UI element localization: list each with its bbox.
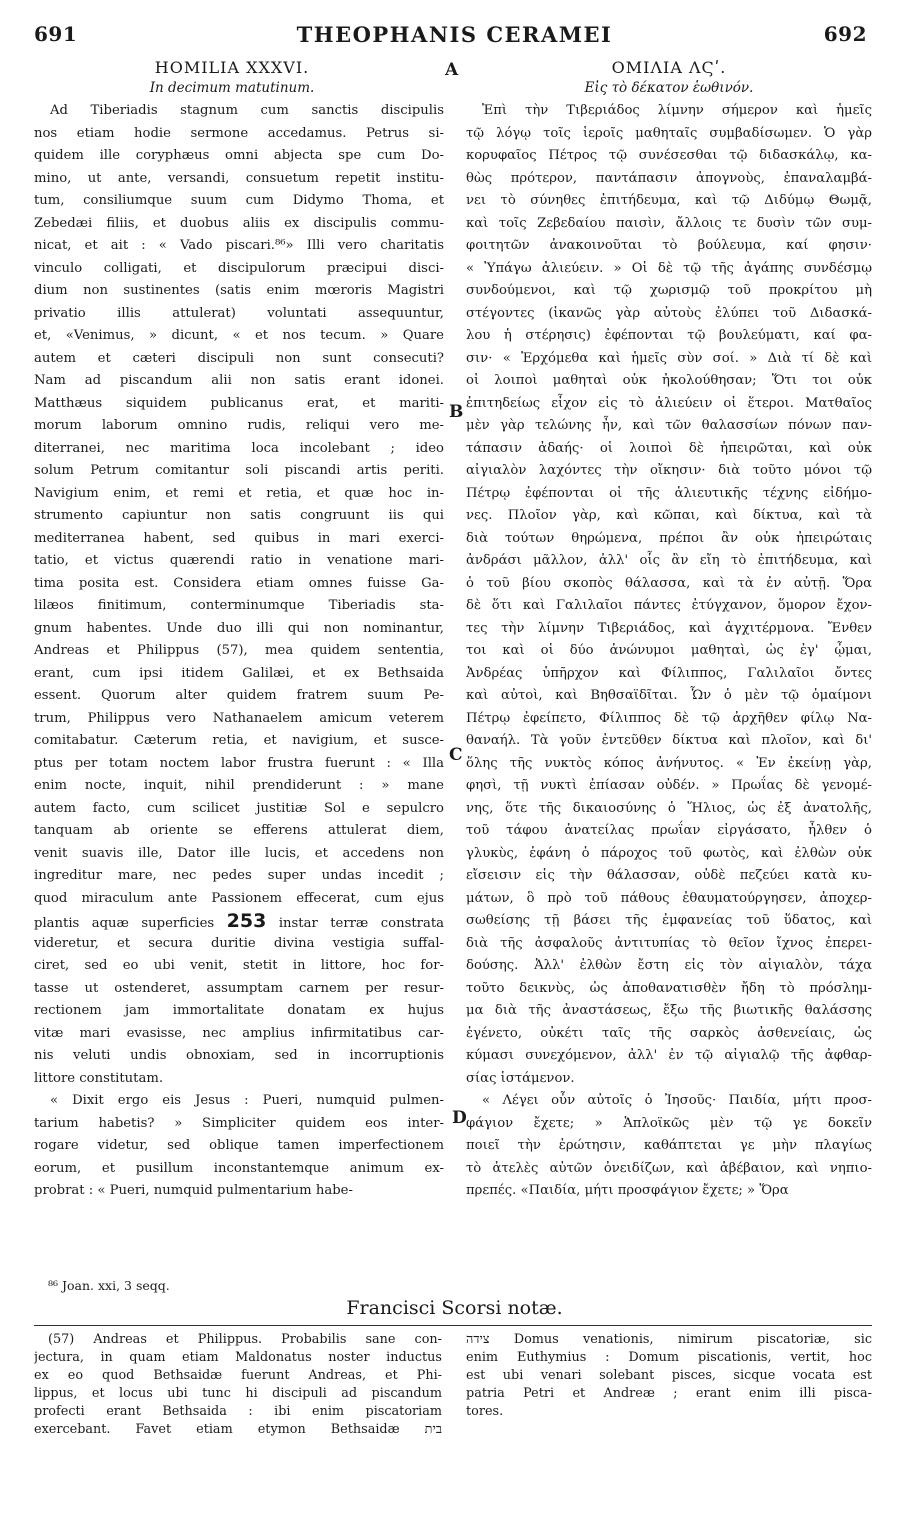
- latin-text-line: autem et cæteri discipuli non sunt consecuti?: [34, 350, 444, 366]
- note-text-line: (57) Andreas et Philippus. Probabilis sane con-: [48, 1332, 442, 1347]
- latin-text-line: rogare videtur, sed oblique tamen imperfectionem: [34, 1138, 444, 1153]
- greek-text-line: τοι καὶ οἱ δύο ἀνώνυμοι μαθηταὶ, ὡς ἐγ' ᾦμαι,: [466, 643, 872, 658]
- latin-text-line: lilæos finitimum, conterminumque Tiberiadis sta-: [34, 598, 444, 613]
- latin-text-line: littore constitutam.: [34, 1070, 164, 1086]
- greek-text-line: θαναήλ. Τὰ γοῦν ἐντεῦθεν δίκτυα καὶ πλοῖον, καὶ δι': [466, 733, 872, 748]
- latin-text-line: tarium habetis? » Simpliciter quidem eos inter-: [34, 1115, 444, 1131]
- latin-text-line: « Dixit ergo eis Jesus : Pueri, numquid pulmen-: [50, 1093, 444, 1108]
- latin-text-line: probrat : « Pueri, numquid pulmentarium habe-: [34, 1183, 353, 1198]
- note-text-line: צידה Domus venationis, nimirum piscatoriæ, sic: [466, 1332, 872, 1347]
- greek-text-line: Πέτρῳ ἐφέπονται οἱ τῆς ἁλιευτικῆς τέχνης εἰδήμο-: [466, 485, 872, 501]
- latin-text-line: essent. Quorum alter quidem fratrem suum Pe-: [34, 688, 444, 703]
- greek-text-line: σιν· « Ἐρχόμεθα καὶ ἡμεῖς σὺν σοί. » Διὰ τί δὲ καὶ: [466, 350, 872, 366]
- greek-text-line: κύμασι συνεχόμενον, ἀλλ' ἐν τῷ αἰγιαλῷ τῆς ἀφθαρ-: [466, 1048, 872, 1063]
- latin-text-line: tum, consiliumque suum cum Didymo Thoma, et: [34, 193, 444, 208]
- note-text-line: profecti erant Bethsaida : ibi enim piscatoriam: [34, 1404, 442, 1419]
- greek-text-line: λου ἡ στέρησις) ἐφέπονται τῷ βουλεύματι, καί φα-: [466, 328, 872, 343]
- greek-text-column: [466, 100, 872, 1203]
- latin-text-line: Ad Tiberiadis stagnum cum sanctis discipulis: [50, 103, 444, 118]
- greek-text-line: αἰγιαλὸν λαχόντες τὴν οἴκησιν· διὰ τοῦτο μόνοι τῷ: [466, 463, 872, 478]
- greek-text-line: ἐγένετο, οὐκέτι ταῖς τῆς σαρκὸς ἀσθενείαις, ὡς: [466, 1025, 872, 1041]
- latin-text-line: dium non sustinentes (satis enim mœroris Magistri: [34, 283, 444, 298]
- latin-text-line: autem facto, cum scilicet justitiæ Sol e sepulcro: [34, 800, 444, 816]
- greek-text-line: φησὶ, τῇ νυκτὶ ἐπίασαν οὐδέν. » Πρωΐας δὲ γενομέ-: [466, 778, 872, 793]
- latin-text-line: morum laborum omnino rudis, reliqui vero me-: [34, 418, 444, 433]
- greek-text-line: νης, ὅτε τῆς δικαιοσύνης ὁ Ἥλιος, ὡς ἐξ ἀνατολῆς,: [466, 800, 872, 816]
- greek-text-line: σωθείσης τῇ βάσει τῆς ἐμφανείας τοῦ ὕδατος, καὶ: [466, 913, 872, 928]
- latin-text-line: ptus per totam noctem labor frustra fuerunt : « Illa: [34, 755, 444, 771]
- latin-text-line: nis veluti undis obnoxiam, sed in incorruptionis: [34, 1048, 444, 1063]
- note-text-line: enim Euthymius : Domum piscationis, vertit, hoc: [466, 1350, 872, 1365]
- latin-text-line: nos etiam hodie sermone accedamus. Petrus si-: [34, 125, 444, 141]
- greek-text-line: δὲ ὅτι καὶ Γαλιλαῖοι πάντες ἐτύγχανον, ὅμορον ἔχον-: [466, 598, 872, 613]
- latin-text-line: Nam ad piscandum alii non satis erant idonei.: [34, 373, 444, 388]
- latin-text-line: [34, 910, 444, 933]
- greek-text-line: ἐπιτηδείως εἶχον εἰς τὸ ἁλιεύειν οἱ ἕτεροι. Ματθαῖος: [466, 395, 872, 411]
- greek-text-line: διὰ τούτων θηρώμενα, πρέποι ἂν οὐκ ἠπειρώταις: [466, 530, 872, 546]
- greek-homily-title: ΟΜΙΛΙΑ ΛϚʹ.: [611, 58, 727, 77]
- greek-text-line: τοῦτο δεικνὺς, ὡς ἀποθανατισθὲν ἤδη τὸ πρόσλημ-: [466, 980, 872, 996]
- latin-text-line: eorum, et pusillum inconstantemque animum ex-: [34, 1160, 444, 1176]
- latin-text-line: quidem ille coryphæus omni abjecta spe cum Do-: [34, 148, 444, 163]
- greek-text-line: εἴσεισιν εἰς τὴν θάλασσαν, οὐδὲ πεζεύει κατὰ κυ-: [466, 868, 872, 883]
- note-text-line: est ubi venari solebant pisces, sicque vocata est: [466, 1368, 872, 1383]
- margin-letter-d: D: [452, 1108, 467, 1128]
- greek-text-line: νει τὸ σύνηθες ἐπιτήδευμα, καὶ τῷ Διδύμῳ Θωμᾷ,: [466, 193, 872, 208]
- greek-text-line: τῷ λόγῳ τοῖς ἱεροῖς μαθηταῖς συμβαδίσωμεν. Ὁ γὰρ: [466, 125, 872, 141]
- latin-text-line: tanquam ab oriente se efferens attulerat diem,: [34, 823, 444, 838]
- margin-letter-a: A: [445, 60, 459, 80]
- latin-text-line: erant, cum ipsi itidem Galilæi, et ex Bethsaida: [34, 665, 444, 681]
- greek-homily-subtitle: Εἰς τὸ δέκατον ἑωθινόν.: [584, 80, 754, 96]
- margin-letter-c: C: [449, 745, 463, 765]
- latin-text-line: vitæ mari evasisse, nec amplius infirmitatibus car-: [34, 1025, 444, 1041]
- greek-text-line: συνδούμενοι, καὶ τῷ χωρισμῷ τοῦ προκρίτου μὴ: [466, 283, 872, 298]
- greek-text-line: ὁ τοῦ βίου σκοπὸς θάλασσα, καὶ τὰ ἐν αὐτῇ. Ὅρα: [466, 575, 872, 591]
- margin-letter-b: B: [449, 402, 464, 422]
- latin-text-line: mediterranea habent, sed quibus in mari exerci-: [34, 530, 444, 546]
- greek-text-line: ἀνδράσι μᾶλλον, ἀλλ' οἷς ἂν εἴη τὸ ἐπιτήδευμα, καὶ: [466, 553, 872, 568]
- latin-text-line: rectionem jam immortalitate donatam ex hujus: [34, 1003, 444, 1018]
- greek-text-line: ὅλης τῆς νυκτὸς κόπος ἀνήνυτος. « Ἐν ἐκείνῃ γὰρ,: [466, 755, 872, 771]
- latin-text-line: strumento capiuntur non satis congruunt iis qui: [34, 508, 444, 523]
- greek-text-line: φοιτητῶν ἀνακοινοῦται τὸ βούλευμα, καί φησιν·: [466, 238, 872, 253]
- greek-text-line: Πέτρῳ ἐφείπετο, Φίλιππος δὲ τῷ ἀρχῆθεν φίλῳ Να-: [466, 710, 872, 726]
- latin-text-line: solum Petrum comitantur soli piscandi artis periti.: [34, 463, 444, 478]
- greek-text-line: νες. Πλοῖον γὰρ, καὶ κῶπαι, καὶ δίκτυα, καὶ τὰ: [466, 508, 872, 523]
- latin-text-line: vinculo colligati, et discipulorum præcipui disci-: [34, 260, 444, 276]
- greek-text-line: « Λέγει οὖν αὐτοῖς ὁ Ἰησοῦς· Παιδία, μήτι προσ-: [482, 1093, 872, 1108]
- latin-text-segment: plantis aquæ superficies: [34, 916, 215, 931]
- running-title: THEOPHANIS CERAMEI: [296, 22, 613, 47]
- greek-text-line: φάγιον ἔχετε; » Ἁπλοϊκῶς μὲν τῷ γε δοκεῖν: [466, 1115, 872, 1131]
- latin-text-line: mino, ut ante, versandi, consuetum repetit institu-: [34, 170, 444, 186]
- note-text-line: exercebant. Favet etiam etymon Bethsaidæ בית: [34, 1422, 442, 1437]
- note-text-line: tores.: [466, 1404, 504, 1419]
- greek-text-line: τες τὴν λίμνην Τιβεριάδος, καὶ ἀγχιτέρμονα. Ἔνθεν: [466, 620, 872, 636]
- latin-text-line: Zebedæi filiis, et duobus aliis ex discipulis commu-: [34, 215, 444, 231]
- latin-text-line: gnum habentes. Unde duo illi qui non nominantur,: [34, 620, 444, 636]
- greek-text-line: ποιεῖ τὴν ἐρώτησιν, καθάπτεται γε μὴν πλαγίως: [466, 1138, 872, 1153]
- greek-text-line: τάπασιν ἀδαής· οἱ λοιποὶ δὲ ἠπειρῶται, καὶ οὐκ: [466, 440, 872, 456]
- note-text-line: ex eo quod Bethsaidæ fuerunt Andreas, et Phi-: [34, 1368, 442, 1383]
- greek-text-line: δούσης. Ἀλλ' ἐλθὼν ἔστη εἰς τὸν αἰγιαλὸν, τάχα: [466, 958, 872, 973]
- notes-left-column: [34, 1331, 442, 1439]
- latin-text-line: venit suavis ille, Dator ille lucis, et accedens non: [34, 845, 444, 861]
- latin-text-line: nicat, et ait : « Vado piscari.⁸⁶» Illi vero charitatis: [34, 238, 444, 253]
- latin-text-line: tasse ut ostenderet, assumptam carnem per resur-: [34, 980, 444, 996]
- greek-text-line: στέγοντες (ἱκανῶς γὰρ αὐτοὺς ἐλύπει τοῦ Διδασκά-: [466, 305, 872, 321]
- latin-text-line: ingreditur mare, nec pedes super undas incedit ;: [34, 868, 444, 883]
- notes-divider: [34, 1325, 872, 1326]
- greek-text-line: Ἐπὶ τὴν Τιβεριάδος λίμνην σήμερον καὶ ἡμεῖς: [482, 103, 872, 118]
- note-text-line: jectura, in quam etiam Maldonatus noster inductus: [34, 1350, 442, 1365]
- greek-text-line: κορυφαῖος Πέτρος τῷ συνέσεσθαι τῷ διδασκάλῳ, κα-: [466, 148, 872, 163]
- page-marker: 253: [226, 910, 267, 932]
- latin-homily-subtitle: In decimum matutinum.: [149, 80, 315, 96]
- latin-text-column: [34, 100, 444, 1203]
- greek-text-line: μὲν γὰρ τελώνης ἦν, καὶ τῶν θαλασσίων πόνων παν-: [466, 418, 872, 433]
- latin-text-line: tima posita est. Considera etiam omnes fuisse Ga-: [34, 575, 444, 591]
- latin-text-line: videretur, et secura duritie divina vestigia suffal-: [34, 935, 444, 951]
- page-number-right: 692: [823, 22, 867, 46]
- latin-text-line: Andreas et Philippus (57), mea quidem sententia,: [34, 643, 444, 658]
- latin-text-line: quod miraculum ante Passionem effecerat, cum ejus: [34, 890, 444, 906]
- latin-text-line: et, «Venimus, » dicunt, « et nos tecum. » Quare: [34, 328, 444, 343]
- greek-text-line: οἱ λοιποὶ μαθηταὶ οὐκ ἠκολούθησαν; Ὅτι τοι οὐκ: [466, 373, 872, 388]
- greek-text-line: τοῦ τάφου ἀνατείλας πρωΐαν εἰργάσατο, ἦλθεν ὁ: [466, 823, 872, 838]
- page-number-left: 691: [34, 22, 78, 46]
- greek-text-line: καὶ τοῖς Ζεβεδαίου παισὶν, ἄλλοις τε δυσὶν τῶν συμ-: [466, 215, 872, 231]
- latin-text-segment: instar terræ constrata: [278, 916, 444, 931]
- latin-text-line: Navigium enim, et remi et retia, et quæ hoc in-: [34, 485, 444, 501]
- greek-text-line: « Ὑπάγω ἁλιεύειν. » Οἱ δὲ τῷ τῆς ἀγάπης συνδέσμῳ: [466, 260, 872, 276]
- greek-text-line: πρεπές. «Παιδία, μήτι προσφάγιον ἔχετε; » Ὅρα: [466, 1183, 789, 1198]
- greek-text-line: μα διὰ τῆς ἀναστάσεως, ἔξω τῆς βιωτικῆς θαλάσσης: [466, 1003, 872, 1018]
- note-text-line: lippus, et locus ubi tunc hi discipuli ad piscandum: [34, 1386, 442, 1401]
- latin-text-line: comitabatur. Cæterum retia, et navigium, et susce-: [34, 733, 444, 748]
- notes-heading: Francisci Scorsi notæ.: [346, 1297, 563, 1319]
- greek-text-line: θὼς πρότερον, παντάπασιν ἀπογνοὺς, ἐπαναλαμβά-: [466, 170, 872, 186]
- notes-right-column: [466, 1331, 872, 1421]
- latin-text-line: tatio, et victus quærendi ratio in venatione mari-: [34, 553, 444, 568]
- latin-text-line: Matthæus siquidem publicanus erat, et mariti-: [34, 395, 444, 411]
- latin-text-line: diterranei, nec maritima loca incolebant ; ideo: [34, 440, 444, 456]
- greek-text-line: μάτων, ὃ πρὸ τοῦ πάθους ἐθαυματούργησεν, ἀποχερ-: [466, 890, 872, 906]
- latin-text-line: ciret, sed eo ubi venit, stetit in littore, hoc for-: [34, 958, 444, 973]
- latin-text-line: privatio illis attulerat) voluntati assequuntur,: [34, 305, 444, 321]
- greek-text-line: τὸ ἀτελὲς αὐτῶν ὀνειδίζων, καὶ ἀβέβαιον, καὶ νηπιο-: [466, 1160, 872, 1176]
- latin-homily-title: HOMILIA XXXVI.: [154, 58, 310, 77]
- footnote: ⁸⁶ Joan. xxi, 3 seqq.: [48, 1278, 170, 1293]
- greek-text-line: σίας ἱστάμενον.: [466, 1070, 575, 1086]
- note-text-line: patria Petri et Andreæ ; erant enim illi pisca-: [466, 1386, 872, 1401]
- greek-text-line: γλυκὺς, ἐφάνη ὁ πάροχος τοῦ φωτὸς, καὶ ἐλθὼν οὐκ: [466, 845, 872, 861]
- latin-text-line: enim nocte, inquit, nihil prendiderunt : » mane: [34, 778, 444, 793]
- greek-text-line: καὶ αὐτοὶ, καὶ Βηθσαϊδῖται. Ὧν ὁ μὲν τῷ ὁμαίμονι: [466, 688, 872, 703]
- greek-text-line: Ἀνδρέας ὑπῆρχον καὶ Φίλιππος, Γαλιλαῖοι ὄντες: [466, 665, 872, 681]
- latin-text-line: trum, Philippus vero Nathanaelem amicum veterem: [34, 710, 444, 726]
- greek-text-line: διὰ τῆς ἀσφαλοῦς ἀντιτυπίας τὸ θεῖον ἴχνος ἐπερει-: [466, 935, 872, 951]
